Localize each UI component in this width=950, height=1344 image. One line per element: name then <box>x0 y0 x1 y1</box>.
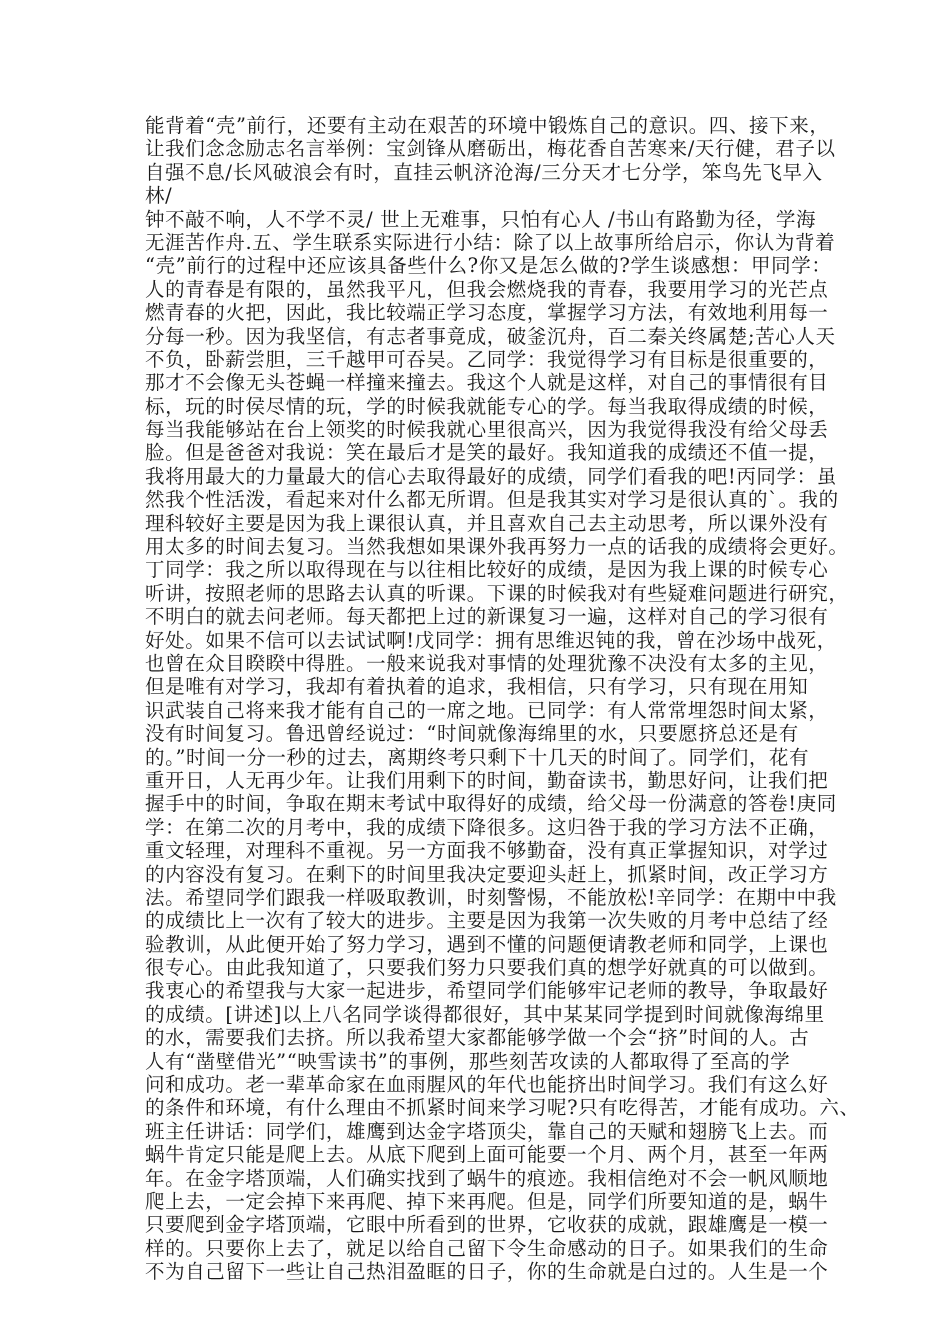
text-line: 理科较好主要是因为我上课很认真，并且喜欢自己去主动思考，所以课外没有 <box>145 511 829 535</box>
text-line: 无涯苦作舟.五、学生联系实际进行小结：除了以上故事所给启示，你认为背着 <box>145 230 836 254</box>
text-line: 问和成功。老一辈革命家在血雨腥风的年代也能挤出时间学习。我们有这么好 <box>145 1073 829 1097</box>
text-line: 爬上去，一定会掉下来再爬、掉下来再爬。但是，同学们所要知道的是，蜗牛 <box>145 1189 829 1213</box>
text-line: 验教训，从此便开始了努力学习，遇到不懂的问题便请教老师和同学，上课也 <box>145 932 829 956</box>
text-line: 年。在金字塔顶端，人们确实找到了蜗牛的痕迹。我相信绝对不会一帆风顺地 <box>145 1166 829 1190</box>
text-line: 的条件和环境，有什么理由不抓紧时间来学习呢?只有吃得苦，才能有成功。六、 <box>145 1096 860 1120</box>
text-line: 的水，需要我们去挤。所以我希望大家都能够学做一个会“挤”时间的人。古 <box>145 1026 810 1050</box>
text-line: 我将用最大的力量最大的信心去取得最好的成绩，同学们看我的吧!丙同学：虽 <box>145 464 837 488</box>
text-line: 然我个性活泼，看起来对什么都无所谓。但是我其实对学习是很认真的`。我的 <box>145 488 839 512</box>
text-line: 不负，卧薪尝胆，三千越甲可吞吴。乙同学：我觉得学习有目标是很重要的， <box>145 347 829 371</box>
text-line: 标，玩的时侯尽情的玩，学的时候我就能专心的学。每当我取得成绩的时候， <box>145 394 829 418</box>
text-line: 班主任讲话：同学们，雄鹰到达金字塔顶尖，靠自己的天赋和翅膀飞上去。而 <box>145 1119 829 1143</box>
text-line: 让我们念念励志名言举例：宝剑锋从磨砺出，梅花香自苦寒来/天行健，君子以 <box>145 137 836 161</box>
text-line: 握手中的时间，争取在期末考试中取得好的成绩，给父母一份满意的答卷!庚同 <box>145 792 837 816</box>
text-line: 林/ <box>145 184 173 208</box>
text-line: 蜗牛肯定只能是爬上去。从底下爬到上面可能要一个月、两个月，甚至一年两 <box>145 1143 829 1167</box>
text-line: 丁同学：我之所以取得现在与以往相比较好的成绩，是因为我上课的时候专心 <box>145 558 829 582</box>
text-line: 学：在第二次的月考中，我的成绩下降很多。这归咎于我的学习方法不正确， <box>145 815 829 839</box>
text-line: 样的。只要你上去了，就足以给自己留下令生命感动的日子。如果我们的生命 <box>145 1236 829 1260</box>
text-line: 很专心。由此我知道了，只要我们努力只要我们真的想学好就真的可以做到。 <box>145 956 829 980</box>
text-line: 识武装自己将来我才能有自己的一席之地。已同学：有人常常埋怨时间太紧， <box>145 698 829 722</box>
text-line: 脸。但是爸爸对我说：笑在最后才是笑的最好。我知道我的成绩还不值一提， <box>145 441 829 465</box>
body-text <box>145 114 860 1284</box>
text-line: 人有“凿壁借光”“映雪读书”的事例，那些刻苦攻读的人都取得了至高的学 <box>145 1049 791 1073</box>
text-line: 的成绩比上一次有了较大的进步。主要是因为我第一次失败的月考中总结了经 <box>145 909 829 933</box>
text-line: 重文轻理，对理科不重视。另一方面我不够勤奋，没有真正掌握知识，对学过 <box>145 839 829 863</box>
text-line: 不为自己留下一些让自己热泪盈眶的日子，你的生命就是白过的。人生是一个 <box>145 1260 829 1284</box>
text-line: 好处。如果不信可以去试试啊!戊同学：拥有思维迟钝的我，曾在沙场中战死， <box>145 628 837 652</box>
text-line: 不明白的就去问老师。每天都把上过的新课复习一遍，这样对自己的学习很有 <box>145 605 829 629</box>
text-line: 的。”时间一分一秒的过去，离期终考只剩下十几天的时间了。同学们，花有 <box>145 745 810 769</box>
text-line: 听讲，按照老师的思路去认真的听课。下课的时候我对有些疑难问题进行研究， <box>145 581 849 605</box>
text-line: 法。希望同学们跟我一样吸取教训，时刻警惕，不能放松!辛同学：在期中中我 <box>145 885 837 909</box>
text-line: 没有时间复习。鲁迅曾经说过：“时间就像海绵里的水，只要愿挤总还是有 <box>145 722 799 746</box>
text-line: 但是唯有对学习，我却有着执着的追求，我相信，只有学习，只有现在用知 <box>145 675 809 699</box>
text-line: 也曾在众目睽睽中得胜。一般来说我对事情的处理犹豫不决没有太多的主见， <box>145 651 829 675</box>
text-line: 用太多的时间去复习。当然我想如果课外我再努力一点的话我的成绩将会更好。 <box>145 535 849 559</box>
text-line: 重开日，人无再少年。让我们用剩下的时间，勤奋读书，勤思好问，让我们把 <box>145 768 829 792</box>
text-line: 分每一秒。因为我坚信，有志者事竟成，破釜沉舟，百二秦关终属楚;苦心人天 <box>145 324 836 348</box>
text-line: 我衷心的希望我与大家一起进步，希望同学们能够牢记老师的教导，争取最好 <box>145 979 829 1003</box>
text-line: 能背着“壳”前行，还要有主动在艰苦的环境中锻炼自己的意识。四、接下来， <box>145 114 830 137</box>
text-line: 只要爬到金字塔顶端，它眼中所看到的世界，它收获的成就，跟雄鹰是一模一 <box>145 1213 829 1237</box>
text-line: 那才不会像无头苍蝇一样撞来撞去。我这个人就是这样，对自己的事情很有目 <box>145 371 829 395</box>
text-line: 每当我能够站在台上领奖的时候我就心里很高兴，因为我觉得我没有给父母丢 <box>145 418 829 442</box>
text-line: 的成绩。[讲述]以上八名同学谈得都很好，其中某某同学提到时间就像海绵里 <box>145 1002 825 1026</box>
text-line: 燃青春的火把，因此，我比较端正学习态度，掌握学习方法，有效地利用每一 <box>145 301 829 325</box>
text-line: 自强不息/长风破浪会有时，直挂云帆济沧海/三分天才七分学，笨鸟先飞早入 <box>145 160 823 184</box>
text-line: 的内容没有复习。在剩下的时间里我决定要迎头赶上，抓紧时间，改正学习方 <box>145 862 829 886</box>
text-line: 钟不敲不响，人不学不灵/ 世上无难事，只怕有心人 /书山有路勤为径，学海 <box>145 207 817 231</box>
text-line: “壳”前行的过程中还应该具备些什么?你又是怎么做的?学生谈感想：甲同学： <box>145 254 832 278</box>
text-line: 人的青春是有限的，虽然我平凡，但我会燃烧我的青春，我要用学习的光芒点 <box>145 277 829 301</box>
